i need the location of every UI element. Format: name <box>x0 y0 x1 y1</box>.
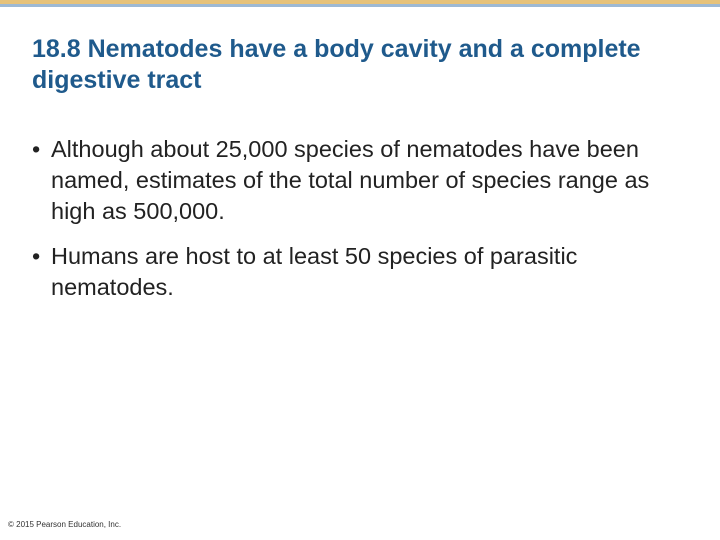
bullet-item <box>32 134 692 227</box>
slide-title: 18.8 Nematodes have a body cavity and a complete digestive tract <box>32 35 641 94</box>
bullet-item <box>32 241 692 303</box>
top-accent-bar-blue <box>0 4 720 7</box>
copyright-notice: © 2015 Pearson Education, Inc. <box>8 520 122 529</box>
bullet-marker: • <box>32 136 41 162</box>
bullet-marker: • <box>32 243 41 269</box>
bullet-text: Humans are host to at least 50 species of parasitic nematodes. <box>51 243 578 300</box>
bullet-text: Although about 25,000 species of nematodes have been named, estimates of the total number of species range as high as 500,000. <box>51 136 650 224</box>
bullet-list <box>32 134 692 317</box>
